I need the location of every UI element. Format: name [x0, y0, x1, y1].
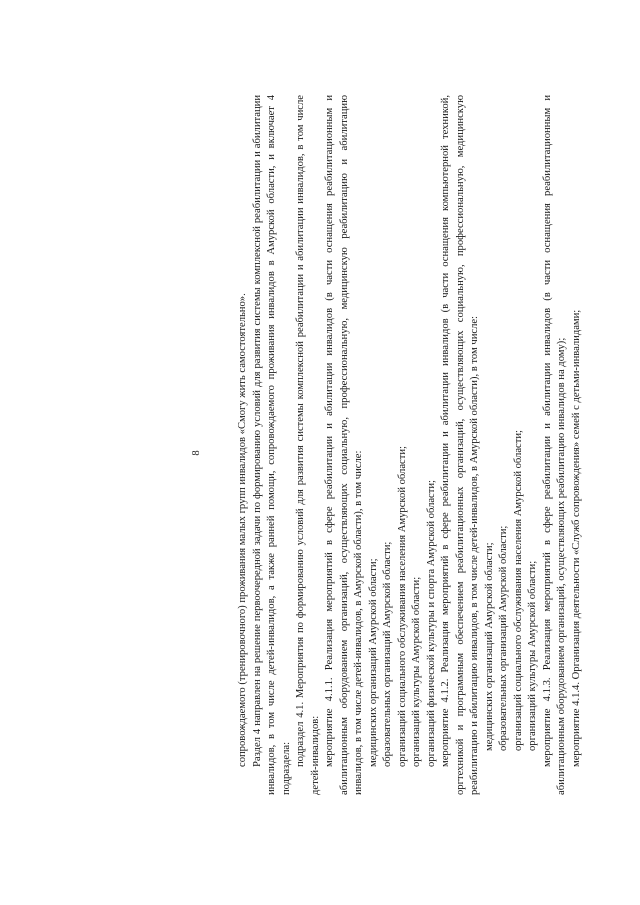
rotated-content	[190, 63, 640, 843]
list-item: медицинских организаций Амурской области;	[483, 541, 495, 751]
list-item: организаций культуры Амурской области;	[527, 560, 538, 751]
page-number: 8	[191, 449, 202, 456]
paragraph-intro-continuation: сопровождаемого (тренировочного) проживания малых групп инвалидов «Смогу жить самостоятельно».	[237, 292, 248, 767]
list-item: образовательных организаций Амурской области;	[498, 525, 509, 751]
paragraph-subsection-4-1: подраздел 4.1. Мероприятия по формированию условий для развития системы комплексной реабилитации и абилитации инвалидов, в том числе детей-инвалидов:	[295, 94, 321, 795]
list-item: организаций физической культуры и спорта Амурской области;	[425, 479, 437, 767]
paragraph-measure-4-1-2: мероприятие 4.1.2. Реализация мероприятий в сфере реабилитации и абилитации инвалидов (в части оснащения компьютерной техникой, оргтехникой и программным обеспечением реабилитационных организаций, осуществляющих социальную, профессиональную, медицинскую реабилитацию и абилитацию инвалидов, в том числе детей-инвалидов, в Амурской области), в том числе:	[440, 94, 480, 795]
list-item: образовательных организаций Амурской области;	[382, 541, 393, 767]
list-item: организаций культуры Амурской области;	[411, 576, 422, 767]
list-item: организаций социального обслуживания населения Амурской области;	[396, 445, 408, 767]
paragraph-measure-4-1-4: мероприятие 4.1.4. Организация деятельности «Служб сопровождения» семей с детьми-инвалидами;	[570, 309, 582, 767]
paragraph-measure-4-1-1: мероприятие 4.1.1. Реализация мероприятий в сфере реабилитации и абилитации инвалидов (в части оснащения реабилитационным и абилитационным оборудованием организаций, осуществляющих социальную, профессиональную, медицинскую реабилитацию и абилитацию инвалидов, в том числе детей-инвалидов, в Амурской области), в том числе:	[324, 94, 364, 795]
list-item: организаций социального обслуживания населения Амурской области;	[512, 429, 524, 751]
paragraph-section-4: Раздел 4 направлен на решение первоочередной задачи по формированию условий для развития системы комплексной реабилитации и абилитации инвалидов, в том числе детей-инвалидов, а также ранней помощи, сопровождаемого проживания инвалидов в Амурской области, и включает 4 подраздела:	[251, 94, 292, 795]
document-body	[236, 95, 584, 795]
list-item: медицинских организаций Амурской области;	[367, 557, 379, 767]
paragraph-measure-4-1-3: мероприятие 4.1.3. Реализация мероприятий в сфере реабилитации и абилитации инвалидов (в части оснащения реабилитационным и абилитационным оборудованием организаций, осуществляющих реабилитацию инвалидов на дому);	[541, 94, 567, 795]
